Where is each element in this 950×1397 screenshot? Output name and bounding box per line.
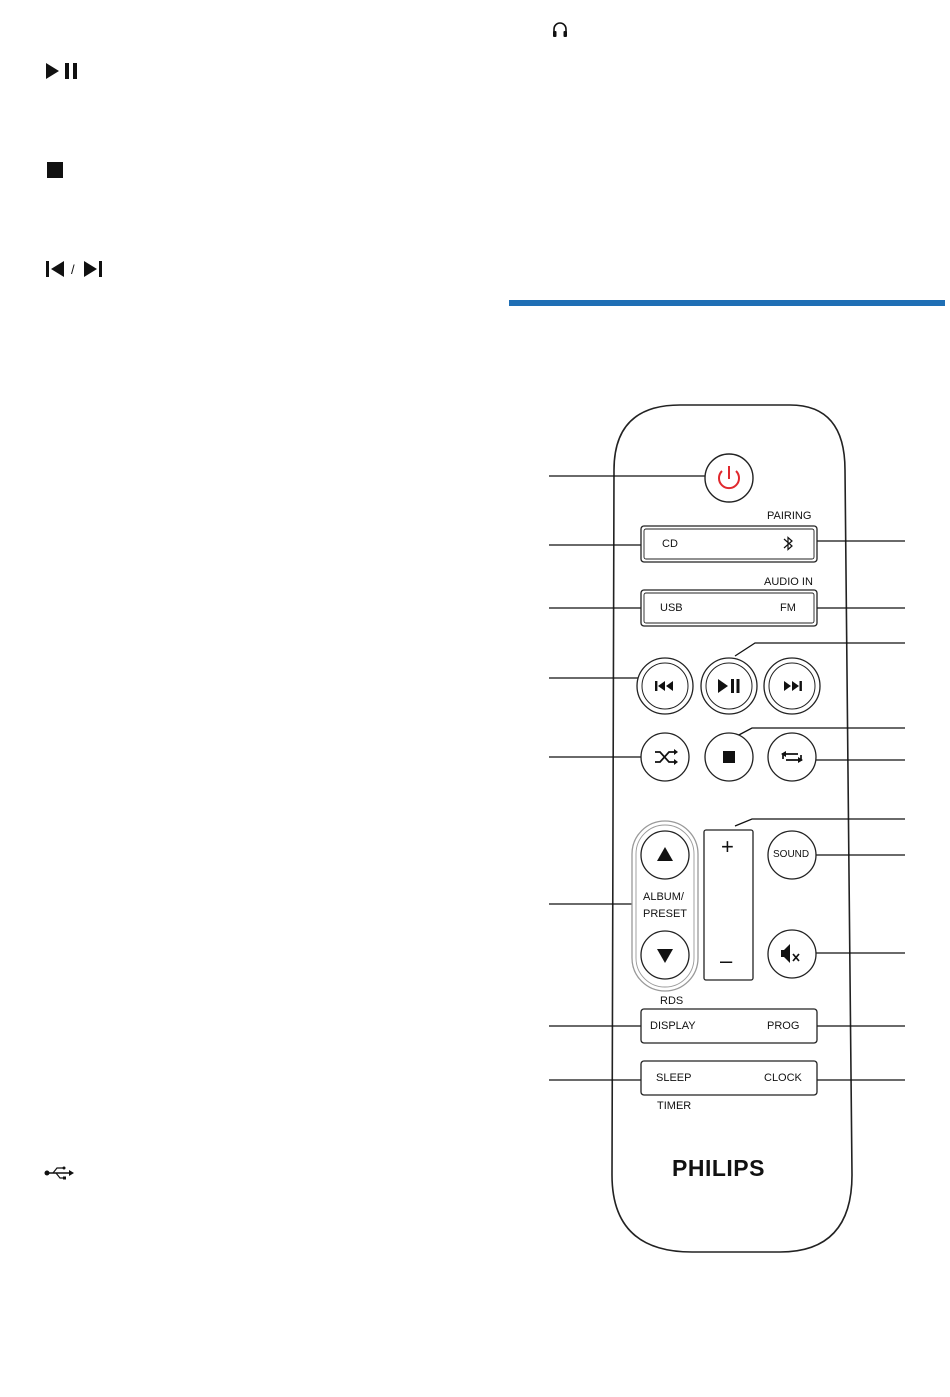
shuffle-button[interactable] <box>641 733 689 781</box>
cd-label: CD <box>662 538 678 550</box>
usb-label: USB <box>660 602 683 614</box>
sound-label: SOUND <box>773 849 810 860</box>
previous-button[interactable] <box>637 658 693 714</box>
stop-button[interactable] <box>705 733 753 781</box>
album-up-button[interactable] <box>641 831 689 879</box>
album-down-button[interactable] <box>641 931 689 979</box>
mute-button[interactable] <box>768 930 816 978</box>
prog-label: PROG <box>767 1020 800 1032</box>
fm-label: FM <box>780 602 796 614</box>
svg-text:/: / <box>71 262 75 277</box>
volume-minus-label: – <box>720 948 733 973</box>
rds-label: RDS <box>660 995 684 1007</box>
display-label: DISPLAY <box>650 1020 696 1032</box>
power-button[interactable] <box>705 454 753 502</box>
next-button[interactable] <box>764 658 820 714</box>
repeat-button[interactable] <box>768 733 816 781</box>
preset-label: PRESET <box>643 908 688 920</box>
timer-label: TIMER <box>657 1100 692 1112</box>
album-label: ALBUM/ <box>643 891 684 903</box>
sleep-label: SLEEP <box>656 1072 692 1084</box>
pairing-label: PAIRING <box>767 510 812 522</box>
clock-label: CLOCK <box>764 1072 802 1084</box>
volume-plus-label: + <box>721 834 734 859</box>
audio-in-label: AUDIO IN <box>764 576 813 588</box>
play-pause-button[interactable] <box>701 658 757 714</box>
brand-logo: PHILIPS <box>672 1155 765 1181</box>
